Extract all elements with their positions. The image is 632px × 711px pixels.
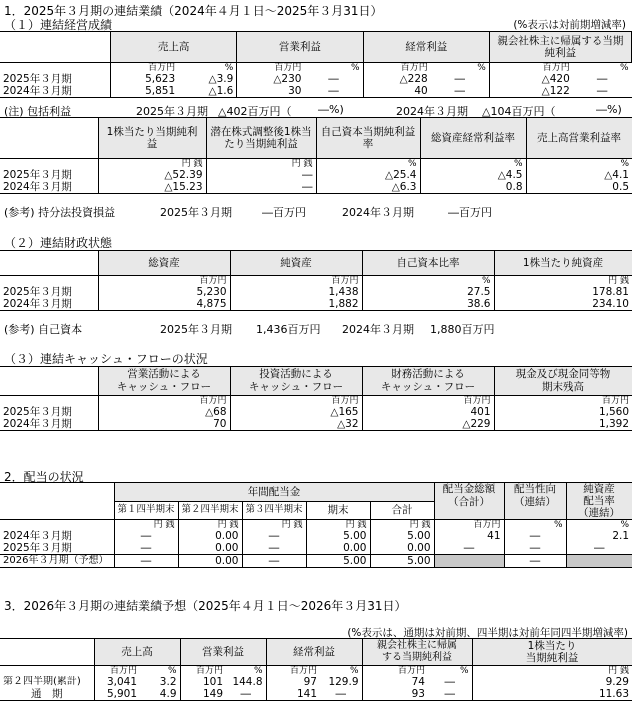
table-cell: ―	[504, 542, 566, 555]
unit: 百万円	[98, 396, 230, 407]
unit: %	[504, 520, 566, 531]
header-payout-ratio: 配当性向 （連結）	[504, 483, 566, 520]
header-roa: 総資産経常利益率	[420, 118, 526, 159]
unit-cell	[0, 159, 98, 170]
header-net-assets: 純資産	[230, 251, 362, 276]
table-cell: ―	[428, 688, 472, 701]
table-cell: 2.1	[612, 530, 630, 542]
table-row	[0, 298, 632, 311]
unit: 百万円	[542, 63, 570, 73]
operating-results-table	[0, 31, 632, 98]
table-cell: 5.00	[370, 530, 434, 542]
table-cell: 5.00	[306, 555, 370, 568]
ref-period: 2024年３月期	[342, 206, 414, 219]
unit: 円 銭	[178, 520, 242, 531]
header-sales: 売上高	[94, 639, 180, 666]
unit: %	[304, 63, 363, 74]
table-cell: 93	[362, 688, 428, 701]
table-cell	[0, 32, 111, 63]
table-cell: 0.00	[370, 542, 434, 555]
unit: 円 銭	[242, 520, 306, 531]
ref-period: 2025年３月期	[160, 206, 232, 219]
header-ordinary-profit: 経常利益	[266, 639, 362, 666]
section1-title: 1．2025年３月期の連結業績（2024年４月１日～2025年３月31日）	[4, 4, 383, 18]
table-cell: 41	[434, 530, 504, 542]
table-cell: ―	[594, 542, 605, 554]
ref-value: ―百万円	[448, 206, 492, 219]
cash-flow-table	[0, 366, 632, 431]
table-cell: 0.5	[526, 181, 632, 194]
table-row	[0, 555, 632, 568]
table-cell: △228	[399, 73, 428, 85]
table-cell: 2024年３月期	[0, 85, 111, 98]
unit: 円 銭	[306, 520, 370, 531]
table-cell: 4,875	[98, 298, 230, 311]
table-row	[0, 169, 632, 181]
header-operating-profit: 営業利益	[237, 32, 363, 63]
table-cell: 0.00	[178, 530, 242, 542]
forecast-title: 3．2026年３月期の連結業績予想（2025年４月１日～2026年３月31日）	[4, 599, 407, 613]
header-total: 合計	[370, 501, 434, 520]
note-value: △104百万円（	[482, 105, 556, 118]
table-cell: 144.8	[226, 676, 266, 688]
table-cell: △420	[541, 73, 570, 85]
header-equity-ratio: 自己資本比率	[362, 251, 494, 276]
unit: %	[420, 159, 526, 170]
unit: 百万円	[230, 396, 362, 407]
table-cell: ―	[504, 555, 566, 568]
table-cell: 70	[98, 418, 230, 431]
table-cell: 3.2	[140, 676, 180, 688]
table-cell	[0, 118, 98, 159]
table-cell	[0, 251, 98, 276]
ref-value: ―百万円	[262, 206, 306, 219]
header-q1: 第１四半期末	[114, 501, 178, 520]
table-cell: 129.9	[320, 676, 362, 688]
section2-subtitle: （２）連結財政状態	[4, 236, 113, 250]
table-cell: ―	[304, 85, 363, 98]
unit-cell	[0, 396, 98, 407]
table-cell: ―	[226, 688, 266, 701]
header-eps: 1株当たり当期純利益	[98, 118, 206, 159]
table-cell: △122	[489, 85, 572, 98]
equity-method-label: (参考) 持分法投資損益	[4, 206, 116, 219]
forecast-pct-note: (%表示は、通期は対前期、四半期は対前年同四半期増減率)	[347, 627, 628, 639]
table-cell: 1,882	[230, 298, 362, 311]
table-cell: △229	[362, 418, 494, 431]
unit: %	[140, 666, 180, 677]
unit: 百万円	[195, 666, 223, 676]
table-cell: △6.3	[316, 181, 420, 194]
table-cell: ―	[114, 555, 178, 568]
unit: 百万円	[274, 63, 302, 73]
table-cell: ―	[431, 85, 490, 98]
ref-period: 2024年３月期	[342, 323, 414, 336]
table-cell: 0.00	[178, 542, 242, 555]
table-cell: 4.9	[140, 688, 180, 701]
unit: 円 銭	[206, 159, 316, 170]
table-row	[0, 181, 632, 194]
unit-cell	[0, 666, 94, 677]
table-cell: ―	[242, 542, 306, 555]
table-cell: △4.1	[604, 169, 629, 181]
unit: 百万円	[362, 396, 494, 407]
table-cell: 1,438	[230, 286, 362, 298]
table-row	[0, 73, 632, 85]
header-net-income: 親会社株主に帰属 する当期純利益	[362, 639, 472, 666]
table-row	[0, 406, 632, 418]
note-period: 2024年３月期	[396, 105, 468, 118]
table-row	[0, 85, 632, 98]
table-cell: 2025年３月期	[0, 542, 114, 555]
table-cell: 97	[303, 676, 317, 688]
unit: 百万円	[109, 666, 137, 676]
table-cell: ―	[320, 688, 362, 701]
note-pct: ―%)	[318, 103, 344, 116]
table-cell: 5,623	[145, 73, 176, 85]
table-cell: △230	[273, 73, 302, 85]
unit: 百万円	[400, 63, 428, 73]
table-cell: 5,901	[94, 688, 140, 701]
forecast-table	[0, 638, 632, 701]
table-cell: 149	[180, 688, 226, 701]
table-row	[0, 418, 632, 431]
note-period: 2025年３月期	[136, 105, 208, 118]
table-cell: ―	[304, 73, 363, 85]
section1-subtitle: （１）連結経営成績	[4, 18, 113, 32]
table-cell: 2025年３月期	[0, 286, 98, 298]
table-cell: △68	[98, 406, 230, 418]
header-sales: 売上高	[111, 32, 237, 63]
header-operating-cf: 営業活動による キャッシュ・フロー	[98, 367, 230, 396]
unit: 円 銭	[608, 666, 629, 676]
table-cell: 234.10	[494, 298, 632, 311]
table-cell: 2026年３月期（予想）	[0, 555, 114, 568]
header-eps: 1株当たり 当期純利益	[472, 639, 632, 666]
unit: 円 銭	[98, 159, 206, 170]
table-row	[0, 530, 632, 542]
table-row	[0, 542, 632, 555]
unit: %	[178, 63, 237, 74]
unit: 百万円	[434, 520, 504, 531]
unit: %	[619, 63, 629, 73]
table-cell: ―	[504, 530, 566, 542]
table-cell: △25.4	[316, 169, 420, 181]
table-cell: 141	[266, 688, 320, 701]
table-cell: 2025年３月期	[0, 406, 98, 418]
unit: %	[320, 666, 362, 677]
table-cell: 401	[362, 406, 494, 418]
table-cell	[0, 367, 98, 396]
table-cell: 38.6	[362, 298, 494, 311]
unit: 百万円	[148, 63, 176, 73]
unit: 百万円	[601, 396, 629, 406]
table-cell: 2024年３月期	[0, 530, 114, 542]
header-diluted-eps: 潜在株式調整後1株当たり当期純利益	[206, 118, 316, 159]
unit: %	[362, 276, 494, 287]
header-ordinary-profit: 経常利益	[363, 32, 489, 63]
unit: %	[316, 159, 420, 170]
table-cell: 1,392	[494, 418, 632, 431]
unit-cell	[0, 276, 98, 287]
table-cell: ―	[596, 73, 608, 85]
table-cell	[0, 639, 94, 666]
table-cell: 27.5	[362, 286, 494, 298]
header-investing-cf: 投資活動による キャッシュ・フロー	[230, 367, 362, 396]
table-cell: △4.5	[420, 169, 526, 181]
own-capital-label: (参考) 自己資本	[4, 323, 83, 336]
section3-subtitle: （３）連結キャッシュ・フローの状況	[4, 352, 208, 366]
financial-position-table	[0, 250, 632, 311]
ref-value: 1,436百万円	[256, 323, 321, 336]
table-cell: 2024年３月期	[0, 418, 98, 431]
table-cell: △52.39	[98, 169, 206, 181]
table-cell: 2024年３月期	[0, 181, 98, 194]
table-row	[0, 286, 632, 298]
unit: 百万円	[397, 666, 425, 676]
table-cell: 5.00	[306, 530, 370, 542]
table-cell: 74	[411, 676, 425, 688]
table-cell: 9.29	[605, 676, 629, 688]
table-cell: ―	[242, 555, 306, 568]
table-cell: △165	[230, 406, 362, 418]
header-roe: 自己資本当期純利益率	[316, 118, 420, 159]
table-cell: 11.63	[472, 688, 632, 701]
table-cell: △1.6	[178, 85, 237, 98]
table-cell: ―	[573, 85, 632, 98]
table-cell: ―	[428, 676, 472, 688]
table-cell: 5,230	[98, 286, 230, 298]
note-value: △402百万円（	[218, 105, 292, 118]
table-cell: ―	[434, 542, 504, 555]
table-cell: 178.81	[592, 286, 629, 298]
table-cell: △15.23	[98, 181, 206, 194]
unit: 円 銭	[608, 276, 629, 286]
table-cell: △3.9	[178, 73, 237, 85]
ref-period: 2025年３月期	[160, 323, 232, 336]
shaded-cell	[566, 555, 632, 568]
unit-cell	[0, 63, 111, 74]
table-cell: ―	[431, 73, 490, 85]
header-financing-cf: 財務活動による キャッシュ・フロー	[362, 367, 494, 396]
shaded-cell	[434, 555, 504, 568]
unit: 円 銭	[114, 520, 178, 531]
pct-note: (%表示は対前期増減率)	[513, 19, 626, 31]
unit: %	[431, 63, 490, 74]
table-cell: 0.8	[420, 181, 526, 194]
table-cell: ―	[114, 542, 178, 555]
unit: 円 銭	[370, 520, 434, 531]
note-pct: ―%)	[596, 103, 622, 116]
table-cell: ―	[114, 530, 178, 542]
header-total-dividend: 配当金総額 （合計）	[434, 483, 504, 520]
header-net-income: 親会社株主に帰属する当期純利益	[489, 32, 631, 63]
dividends-title: 2．配当の状況	[4, 470, 84, 484]
table-cell: 1,560	[598, 406, 629, 418]
header-q2: 第２四半期末	[178, 501, 242, 520]
table-cell: ―	[206, 169, 316, 181]
table-row	[0, 676, 632, 688]
header-dividend-ratio: 純資産 配当率 （連結）	[566, 483, 632, 520]
table-cell: 2024年３月期	[0, 298, 98, 311]
table-cell: 40	[363, 85, 431, 98]
table-cell: 0.00	[306, 542, 370, 555]
comprehensive-income-label: (注) 包括利益	[4, 105, 72, 118]
table-cell: 2025年３月期	[0, 169, 98, 181]
table-row	[0, 688, 632, 701]
dividends-table	[0, 482, 632, 568]
table-cell: ―	[206, 181, 316, 194]
table-cell: 5,851	[111, 85, 179, 98]
header-q3: 第３四半期末	[242, 501, 306, 520]
table-cell: 30	[237, 85, 305, 98]
per-share-table	[0, 117, 632, 194]
table-cell: 第２四半期(累計)	[0, 676, 94, 688]
unit: %	[428, 666, 472, 677]
unit: 百万円	[289, 666, 317, 676]
unit: %	[620, 520, 630, 530]
table-cell: 101	[202, 676, 223, 688]
table-cell: 2025年３月期	[0, 73, 111, 85]
unit: 百万円	[98, 276, 230, 287]
header-annual-dividend: 年間配当金	[114, 483, 434, 502]
table-cell	[0, 483, 114, 520]
header-operating-margin: 売上高営業利益率	[526, 118, 632, 159]
header-bps: 1株当たり純資産	[494, 251, 632, 276]
table-cell: △32	[230, 418, 362, 431]
unit: %	[226, 666, 266, 677]
header-total-assets: 総資産	[98, 251, 230, 276]
table-cell: 通 期	[0, 688, 94, 701]
ref-value: 1,880百万円	[430, 323, 495, 336]
unit: %	[620, 159, 629, 169]
unit-cell	[0, 520, 114, 531]
table-cell: ―	[242, 530, 306, 542]
header-operating-profit: 営業利益	[180, 639, 266, 666]
table-cell: 3,041	[106, 676, 137, 688]
header-cash-balance: 現金及び現金同等物 期末残高	[494, 367, 632, 396]
table-cell: 5.00	[370, 555, 434, 568]
header-year-end: 期末	[306, 501, 370, 520]
unit: 百万円	[230, 276, 362, 287]
table-cell: 0.00	[178, 555, 242, 568]
